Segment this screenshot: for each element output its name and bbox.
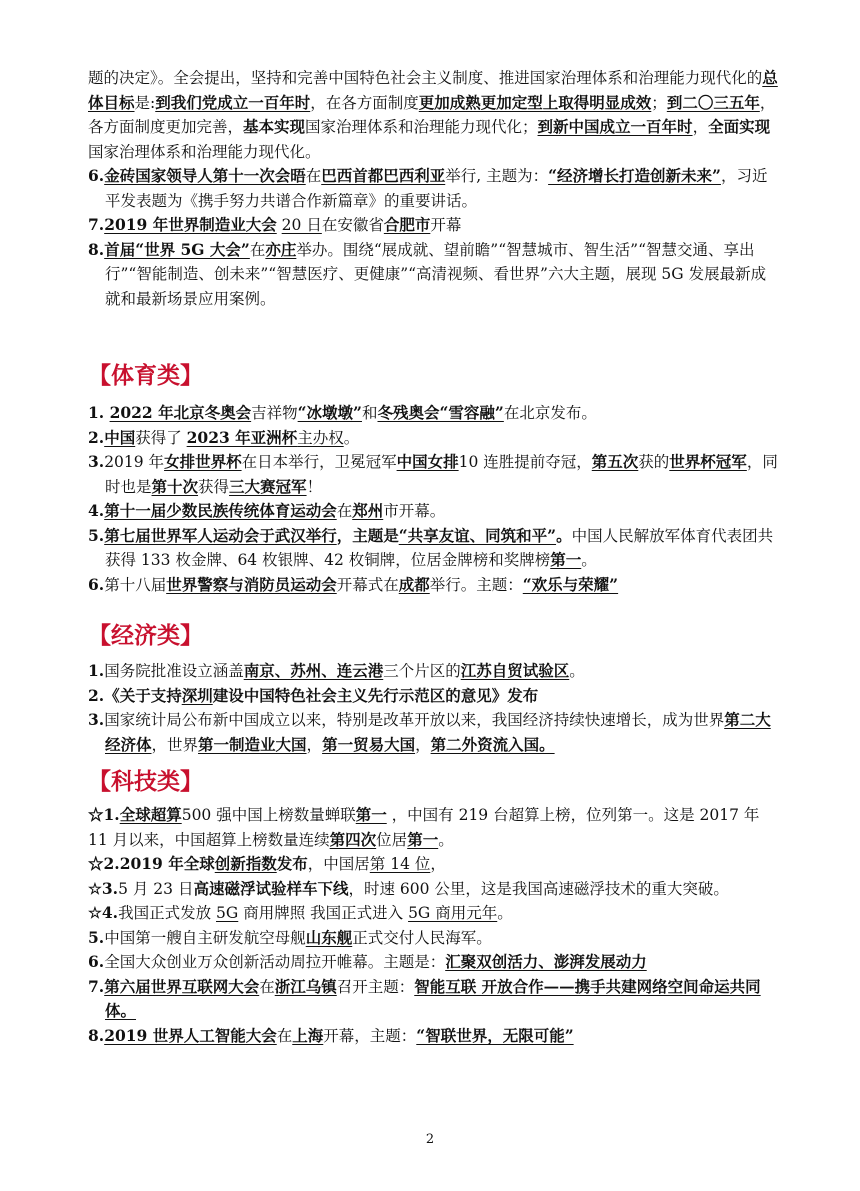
text-run: ； xyxy=(651,93,667,112)
text-run: 更加成熟更加定型上取得明显成效 xyxy=(418,92,652,112)
text-run: 第六届世界互联网大会 xyxy=(104,976,260,996)
list-item xyxy=(88,950,778,975)
text-run: 获得 xyxy=(198,477,230,496)
section-title-sports: 【体育类】 xyxy=(88,363,203,389)
list-item xyxy=(88,450,778,499)
text-run: 第一 xyxy=(355,805,387,824)
text-run: 2019 年全球 xyxy=(119,854,215,873)
list-item xyxy=(88,573,778,598)
text-run: 6. xyxy=(88,166,105,185)
text-run: 全球超算 xyxy=(119,805,182,824)
text-run: 汇聚双创活力、澎湃发展动力 xyxy=(445,952,647,971)
text-run: 创新指数 xyxy=(214,854,277,873)
text-run: 国务院批准设立涵盖 xyxy=(104,662,244,680)
text-run: 山东舰 xyxy=(305,927,353,947)
text-run: ，时速 600 公里，这是我国高速磁浮技术的重大突破。 xyxy=(348,879,729,898)
intro-paragraph xyxy=(88,66,778,164)
text-run: 到二〇三五年 xyxy=(666,92,760,112)
text-run: ☆1. xyxy=(88,805,120,824)
text-run: 巴西首都巴西利亚 xyxy=(321,166,446,185)
text-run: 6. xyxy=(88,574,105,594)
list-item xyxy=(88,213,778,238)
text-run: 浙江乌镇 xyxy=(274,976,337,996)
text-run: 3. xyxy=(88,452,105,471)
text-run: 开幕，主题： xyxy=(323,1026,417,1045)
text-run: 5G xyxy=(216,904,239,922)
text-run: 郑州 xyxy=(352,501,384,520)
text-run: 南京、苏州、连云港 xyxy=(243,661,384,680)
text-run: 女排世界杯 xyxy=(164,452,242,471)
text-run: 在 xyxy=(259,977,275,996)
text-run: 举行。主题： xyxy=(429,575,523,594)
text-run: 全面实现 xyxy=(708,117,771,136)
text-run: ，在各方面制度 xyxy=(310,93,419,112)
list-item xyxy=(88,426,778,451)
text-run: 5. xyxy=(88,927,105,947)
text-run: 在日本举行，卫冕冠军 xyxy=(241,453,397,471)
text-run: 国家治理体系和治理能力现代化。 xyxy=(88,142,321,161)
list-item xyxy=(88,877,778,902)
text-run: 3. xyxy=(88,710,105,729)
text-run: 世界警察与消防员运动会 xyxy=(166,574,337,594)
text-run: 位居 xyxy=(376,830,408,849)
section-title-economy: 【经济类】 xyxy=(88,623,203,649)
text-run: 在 xyxy=(305,167,322,185)
text-run: 第十八届 xyxy=(104,575,167,594)
text-run: 全国大众创业万众创新活动周拉开帷幕。主题是： xyxy=(104,953,446,971)
text-run: 2022 年北京冬奥会 xyxy=(109,403,252,422)
text-run: 5G 商用元年 xyxy=(408,904,498,922)
text-run: 。 xyxy=(438,830,454,849)
text-run: 第五次 xyxy=(591,452,639,471)
text-run: ，中国有 219 台超算上榜，位列第一。这是 2017 年 11 月以来，中国超算上榜数量连续 xyxy=(88,806,760,849)
text-run: 。 xyxy=(581,551,597,569)
text-run: ，各方面制度更加完善， xyxy=(88,93,776,136)
text-run: 第一贸易大国 xyxy=(322,734,416,754)
text-run: 第一制造业大国 xyxy=(198,734,307,754)
text-run: 《关于支持 xyxy=(104,685,182,705)
text-run: 2019 年 xyxy=(104,453,165,471)
text-run: 上海 xyxy=(292,1025,324,1045)
politics-list xyxy=(88,164,778,311)
text-run: 。 xyxy=(497,904,513,922)
list-item xyxy=(88,975,778,1024)
document-page xyxy=(88,66,778,1048)
text-run: 2. xyxy=(88,685,105,705)
text-run: 江苏自贸试验区 xyxy=(460,661,570,680)
text-run: 市开幕。 xyxy=(383,502,446,520)
text-run: 第四次 xyxy=(329,829,377,849)
economy-list xyxy=(88,659,778,757)
text-run: 。 xyxy=(556,525,572,545)
list-item xyxy=(88,852,778,877)
text-run: 第七届世界军人运动会于武汉举行 xyxy=(104,525,337,545)
text-run: 我国正式发放 xyxy=(118,904,217,922)
list-item xyxy=(88,1024,778,1049)
text-run: ， xyxy=(306,735,323,754)
text-run: 商用牌照 我国正式进入 xyxy=(238,904,409,922)
text-run: 在 xyxy=(336,502,353,520)
text-run: 第 14 位 xyxy=(369,855,431,873)
text-run: 主办权 xyxy=(297,428,344,447)
list-item xyxy=(88,401,778,426)
text-run: 深圳 xyxy=(181,685,213,705)
text-run: 和 xyxy=(361,404,378,422)
text-run: 到我们党成立一百年时 xyxy=(155,92,311,112)
text-run: 吉祥物 xyxy=(251,404,298,422)
text-run: 4. xyxy=(88,501,105,520)
list-item xyxy=(88,659,778,684)
text-run: 第十一届少数民族传统体育运动会 xyxy=(104,501,337,520)
list-item xyxy=(88,926,778,951)
text-run: 到新中国成立一百年时 xyxy=(537,117,693,136)
text-run: 世界杯冠军 xyxy=(669,452,747,471)
text-run: 10 连胜提前夺冠， xyxy=(458,453,592,471)
text-run: 500 强中国上榜数量蝉联 xyxy=(181,806,356,824)
list-item xyxy=(88,901,778,926)
text-run: 发布 xyxy=(276,854,308,873)
list-item xyxy=(88,803,778,852)
text-run: 8. xyxy=(88,1025,105,1045)
text-run: 举办。围绕“展成就、望前瞻”“智慧城市、智生活”“智慧交通、享出行”“智能制造、创未来”“智慧医疗、更健康”“高清视频、看世界”六大主题，展现 5G 发展最新成就和最新场景应用案例。 xyxy=(105,240,767,308)
list-item xyxy=(88,238,778,312)
text-run: 三个片区的 xyxy=(383,662,461,680)
text-run: ， xyxy=(430,855,446,873)
text-run: 6. xyxy=(88,952,105,971)
text-run: 第十次 xyxy=(151,476,199,496)
sports-list xyxy=(88,401,778,597)
text-run: ，世界 xyxy=(151,735,199,754)
text-run: 题的决定》。全会提出，坚持和完善中国特色社会主义制度、推进国家治理体系和治理能力现代化的 xyxy=(88,69,763,87)
text-run: 获的 xyxy=(638,453,670,471)
text-run: 在 xyxy=(249,240,266,259)
text-run: 召开主题： xyxy=(336,977,415,996)
text-run: 2019 年世界制造业大会 xyxy=(104,215,277,234)
text-run: 冬残奥会“雪容融” xyxy=(377,403,504,422)
text-run: “经济增长打造创新未来” xyxy=(548,166,721,185)
text-run: 开幕式在 xyxy=(336,575,399,594)
text-run: 。 xyxy=(569,662,585,680)
text-run: 在北京发布。 xyxy=(503,404,597,422)
text-run: 2023 年亚洲杯 xyxy=(186,427,298,447)
text-run: “欢乐与荣耀” xyxy=(522,574,619,594)
text-run: 7. xyxy=(88,976,105,996)
text-run: 开幕 xyxy=(430,216,462,234)
tech-list xyxy=(88,803,778,1048)
text-run: ，同时也是 xyxy=(105,453,778,496)
text-run: 在安徽省 xyxy=(321,216,384,234)
text-run: 第一 xyxy=(407,829,439,849)
text-run: 在 xyxy=(276,1026,293,1045)
text-run: 中国 xyxy=(104,427,136,447)
text-run: ！ xyxy=(306,477,323,496)
text-run: 国家统计局公布新中国成立以来，特别是改革开放以来，我国经济持续快速增长，成为世界 xyxy=(104,711,725,729)
text-run: 合肥市 xyxy=(383,215,431,234)
text-run: ☆2. xyxy=(88,854,120,873)
text-run: 基本实现 xyxy=(243,117,306,136)
text-run: 是: xyxy=(134,93,156,112)
text-run: 5. xyxy=(88,525,105,545)
text-run: ， xyxy=(692,118,709,136)
text-run: 5 月 23 日 xyxy=(118,879,194,898)
text-run: ，习近平发表题为《携手努力共谱合作新篇章》的重要讲话。 xyxy=(105,167,768,210)
text-run: 举行, 主题为： xyxy=(445,167,549,185)
text-run: 第一 xyxy=(550,550,582,569)
text-run: 2019 世界人工智能大会 xyxy=(104,1025,277,1045)
text-run: “冰墩墩” xyxy=(297,403,362,422)
text-run: 1. xyxy=(88,403,110,422)
text-run: ☆3. xyxy=(88,878,119,898)
text-run: 获得了 xyxy=(135,428,187,447)
text-run: 建设中国特色社会主义先行示范区的意见》发布 xyxy=(212,685,539,705)
text-run: 。 xyxy=(343,428,360,447)
section-title-tech: 【科技类】 xyxy=(88,769,203,795)
text-run: 第二外资流入国。 xyxy=(430,734,555,754)
text-run: 中国人民解放军体育代表团共获得 133 枚金牌、64 枚银牌、42 枚铜牌，位居金牌榜和奖牌榜 xyxy=(105,526,774,569)
text-run: 亦庄 xyxy=(265,239,297,259)
list-item xyxy=(88,684,778,709)
text-run: ，主题是 xyxy=(336,525,399,545)
text-run: 三大赛冠军 xyxy=(229,476,307,496)
text-run: 高速磁浮试验样车下线 xyxy=(193,878,349,898)
text-run: 正式交付人民海军。 xyxy=(352,928,492,947)
list-item xyxy=(88,164,778,213)
text-run: 金砖国家领导人第十一次会晤 xyxy=(104,166,306,185)
text-run: 7. xyxy=(88,215,105,234)
text-run: ， xyxy=(415,735,431,754)
text-run: “共享友谊、同筑和平” xyxy=(398,525,557,545)
list-item xyxy=(88,524,778,573)
text-run: 1. xyxy=(88,661,105,680)
text-run: 成都 xyxy=(398,574,430,594)
text-run: 首届“世界 5G 大会” xyxy=(104,239,250,259)
list-item xyxy=(88,499,778,524)
page-number: 2 xyxy=(425,1132,435,1147)
text-run: 第二大经济体 xyxy=(105,710,771,754)
text-run: 中国女排 xyxy=(396,452,459,471)
text-run: ☆4. xyxy=(88,903,119,922)
text-run: ，中国居 xyxy=(307,855,370,873)
text-run: 2. xyxy=(88,427,105,447)
text-run: 中国第一艘自主研发航空母舰 xyxy=(104,928,306,947)
text-run: “智联世界，无限可能” xyxy=(416,1025,574,1045)
text-run: 国家治理体系和治理能力现代化； xyxy=(305,118,538,136)
text-run: 20 日 xyxy=(281,216,322,234)
list-item xyxy=(88,708,778,757)
text-run: 智能互联 开放合作——携手共建网络空间命运共同体。 xyxy=(105,976,761,1020)
text-run: 8. xyxy=(88,239,105,259)
text-run: 总体目标 xyxy=(88,68,778,112)
